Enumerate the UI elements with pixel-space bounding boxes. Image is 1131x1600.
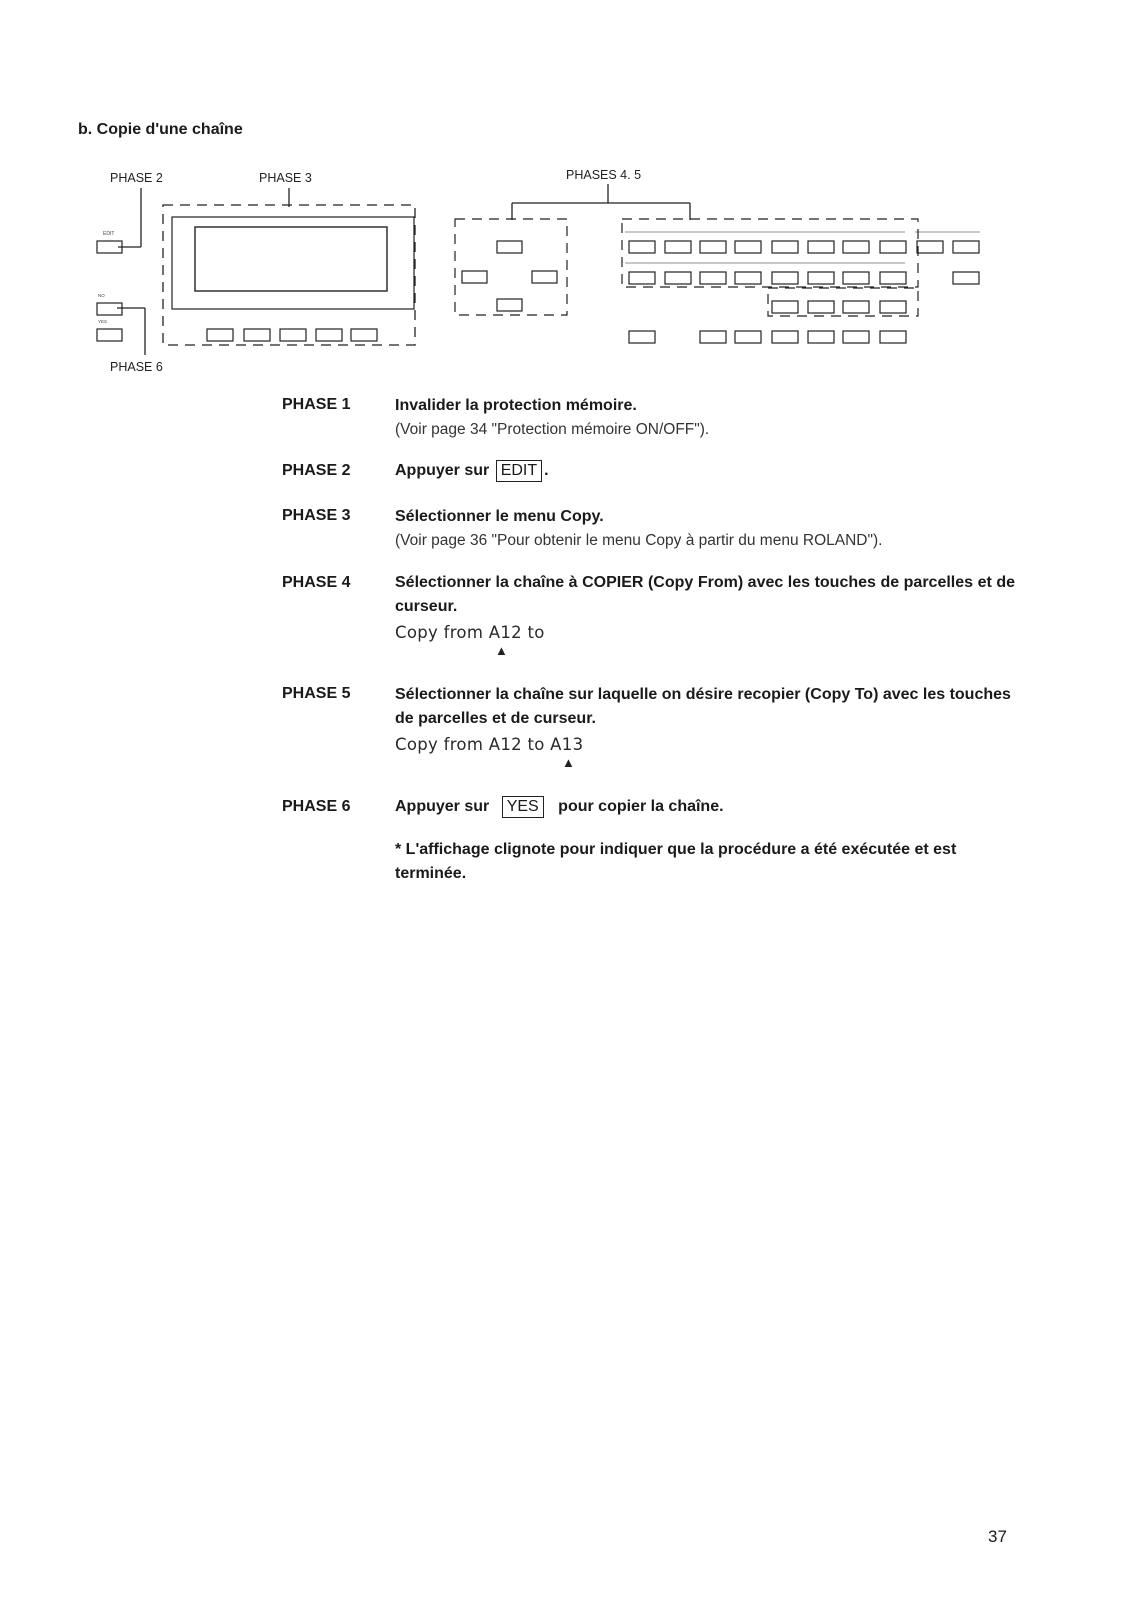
phase2-instruction [395,459,1015,483]
phase6-after: pour copier la chaîne. [558,798,724,815]
phase1-note: (Voir page 34 "Protection mémoire ON/OFF"). [395,421,710,438]
phase5-instruction [395,683,1015,757]
phase4-text: Sélectionner la chaîne à COPIER (Copy From) avec les touches de parcelles et de curseur. [395,574,1015,615]
display-panel [163,205,415,345]
edit-key-icon [97,231,122,253]
phase3-label: PHASE 3 [282,507,351,524]
label-phase2: PHASE 2 [110,171,163,185]
phase2-text: Appuyer sur [395,462,490,479]
phase4-instruction [395,571,1015,645]
phase2-after: . [544,462,549,479]
label-phase3: PHASE 3 [259,171,312,185]
phase1-label: PHASE 1 [282,396,351,413]
phase3-text: Sélectionner le menu Copy. [395,508,604,525]
page-number: 37 [988,1527,1007,1546]
panel-diagram [0,0,1131,400]
cursor-keys [455,219,567,315]
parcel-keys [622,219,980,343]
phase1-instruction [395,394,1015,442]
no-key-icon [97,293,122,341]
label-phases45: PHASES 4. 5 [566,168,642,182]
footnote: * L'affichage clignote pour indiquer que la procédure a été exécutée et est terminée. [395,841,957,882]
phase6-text: Appuyer sur [395,798,490,815]
phase6-instruction [395,795,1015,819]
svg-text:NO: NO [98,293,105,298]
phase5-cursor-icon: ▲ [562,755,575,770]
yes-key-label: YES [502,796,544,818]
phase2-label: PHASE 2 [282,462,351,479]
edit-key-label: EDIT [496,460,542,482]
phase4-label: PHASE 4 [282,574,351,591]
phase5-display: Copy from A12 to A13 [395,735,584,754]
phase5-label: PHASE 5 [282,685,351,702]
phase4-display: Copy from A12 to [395,623,545,642]
label-phase6: PHASE 6 [110,360,163,374]
phase6-label: PHASE 6 [282,798,351,815]
section-title: b. Copie d'une chaîne [78,121,243,138]
phase3-instruction [395,505,1015,553]
phase1-text: Invalider la protection mémoire. [395,397,637,414]
phase4-cursor-icon: ▲ [495,643,508,658]
svg-text:EDIT: EDIT [103,231,115,237]
phase5-text: Sélectionner la chaîne sur laquelle on désire recopier (Copy To) avec les touches de parcelles et de curseur. [395,686,1011,727]
phase3-note: (Voir page 36 "Pour obtenir le menu Copy à partir du menu ROLAND"). [395,532,883,549]
svg-text:YES: YES [98,319,108,324]
